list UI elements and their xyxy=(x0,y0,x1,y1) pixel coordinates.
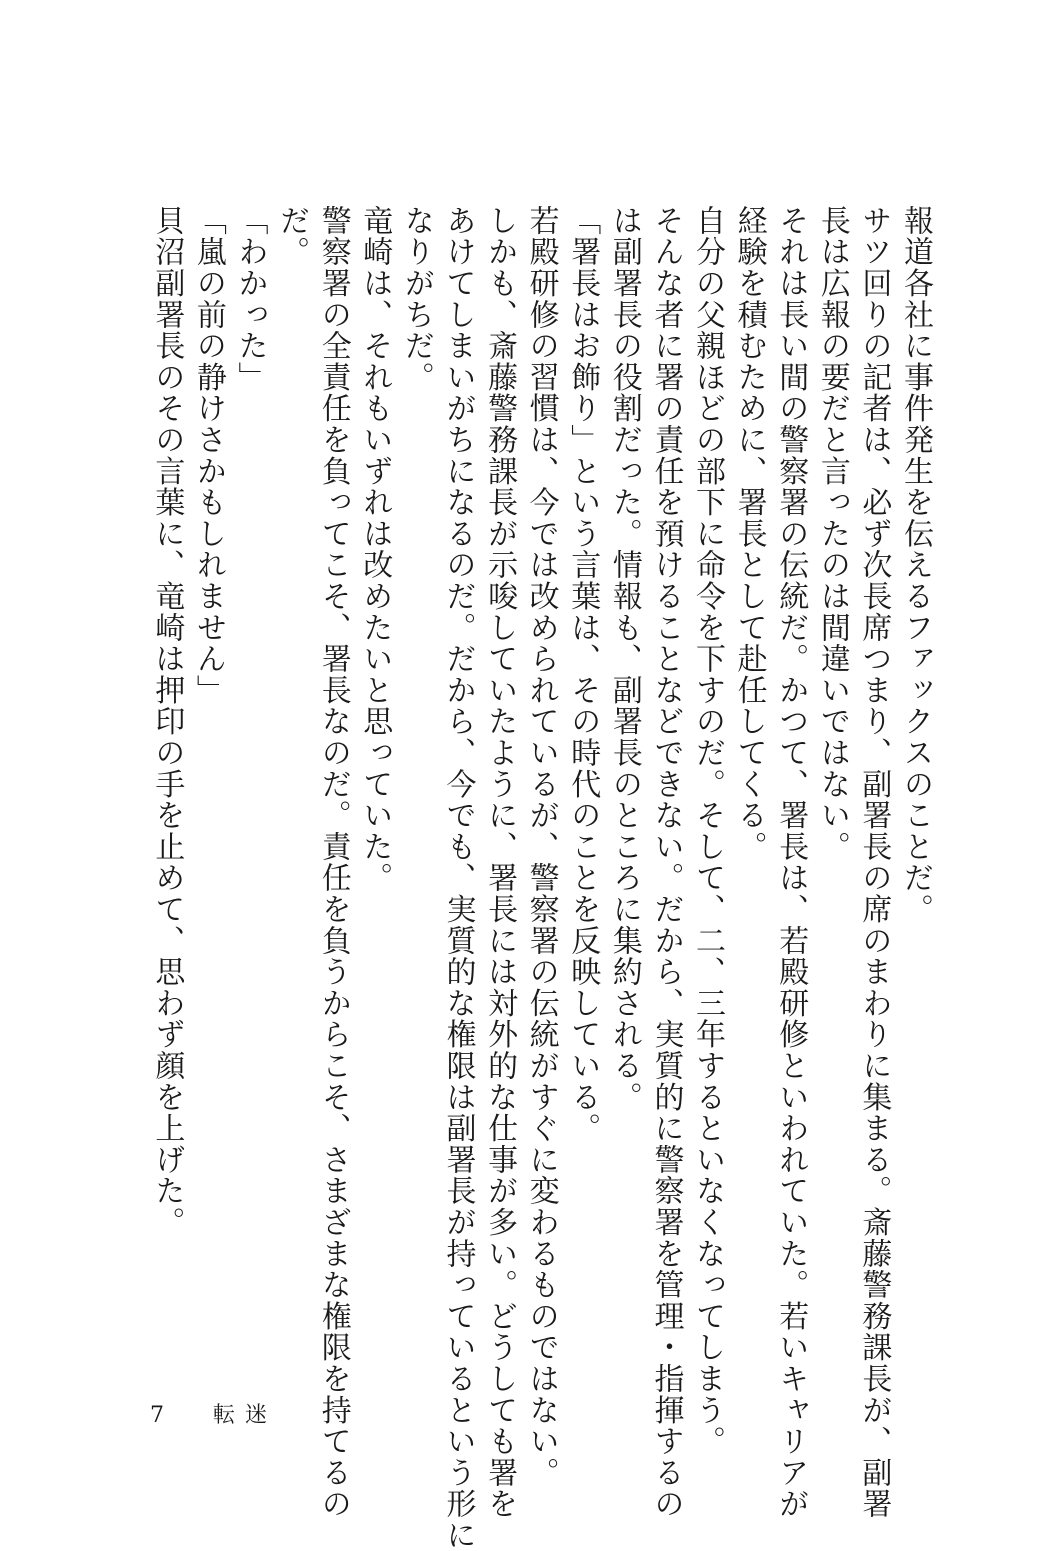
text-line: なりがちだ。 xyxy=(398,205,434,393)
page-number: 7 xyxy=(150,1403,164,1428)
text-line: 報道各社に事件発生を伝えるファックスのことだ。 xyxy=(898,205,933,925)
text-line: 竜崎は、それもいずれは改めたいと思っていた。 xyxy=(357,205,393,894)
text-line: 長は広報の要だと言ったのは間違いではない。 xyxy=(814,205,850,863)
page-footer xyxy=(150,1398,277,1429)
text-line: 若殿研修の習慣は、今では改められているが、警察署の伝統がすぐに変わるものではない。 xyxy=(523,205,559,1489)
text-line: 「わかった」 xyxy=(232,205,268,393)
text-line: 自分の父親ほどの部下に命令を下すのだ。そして、二、三年するといなくなってしまう。 xyxy=(690,205,726,1457)
text-line: あけてしまいがちになるのだ。だから、今でも、実質的な権限は副署長が持っているという形に xyxy=(440,205,476,1551)
text-line: 「嵐の前の静けさかもしれません」 xyxy=(190,205,226,706)
text-line: は副署長の役割だった。情報も、副署長のところに集約される。 xyxy=(606,205,642,1113)
chapter-title: 転迷 xyxy=(213,1403,278,1428)
text-line: それは長い間の警察署の伝統だ。かつて、署長は、若殿研修といわれていた。若いキャリアが xyxy=(773,205,809,1520)
text-line: 経験を積むために、署長として赴任してくる。 xyxy=(731,205,767,863)
text-line: 警察署の全責任を負ってこそ、署長なのだ。責任を負うからこそ、さまざまな権限を持てるの xyxy=(315,205,351,1520)
text-line: 「署長はお飾り」という言葉は、その時代のことを反映している。 xyxy=(565,205,601,1144)
text-line: 貝沼副署長のその言葉に、竜崎は押印の手を止めて、思わず顔を上げた。 xyxy=(149,205,185,1238)
text-line: しかも、斎藤警務課長が示唆していたように、署長には対外的な仕事が多い。どうしても署を xyxy=(482,205,518,1520)
text-line: サツ回りの記者は、必ず次長席つまり、副署長の席のまわりに集まる。斎藤警務課長が、副署 xyxy=(856,205,892,1520)
text-line: だ。 xyxy=(274,205,310,268)
text-line: そんな者に署の責任を預けることなどできない。だから、実質的に警察署を管理・指揮するの xyxy=(648,205,684,1520)
